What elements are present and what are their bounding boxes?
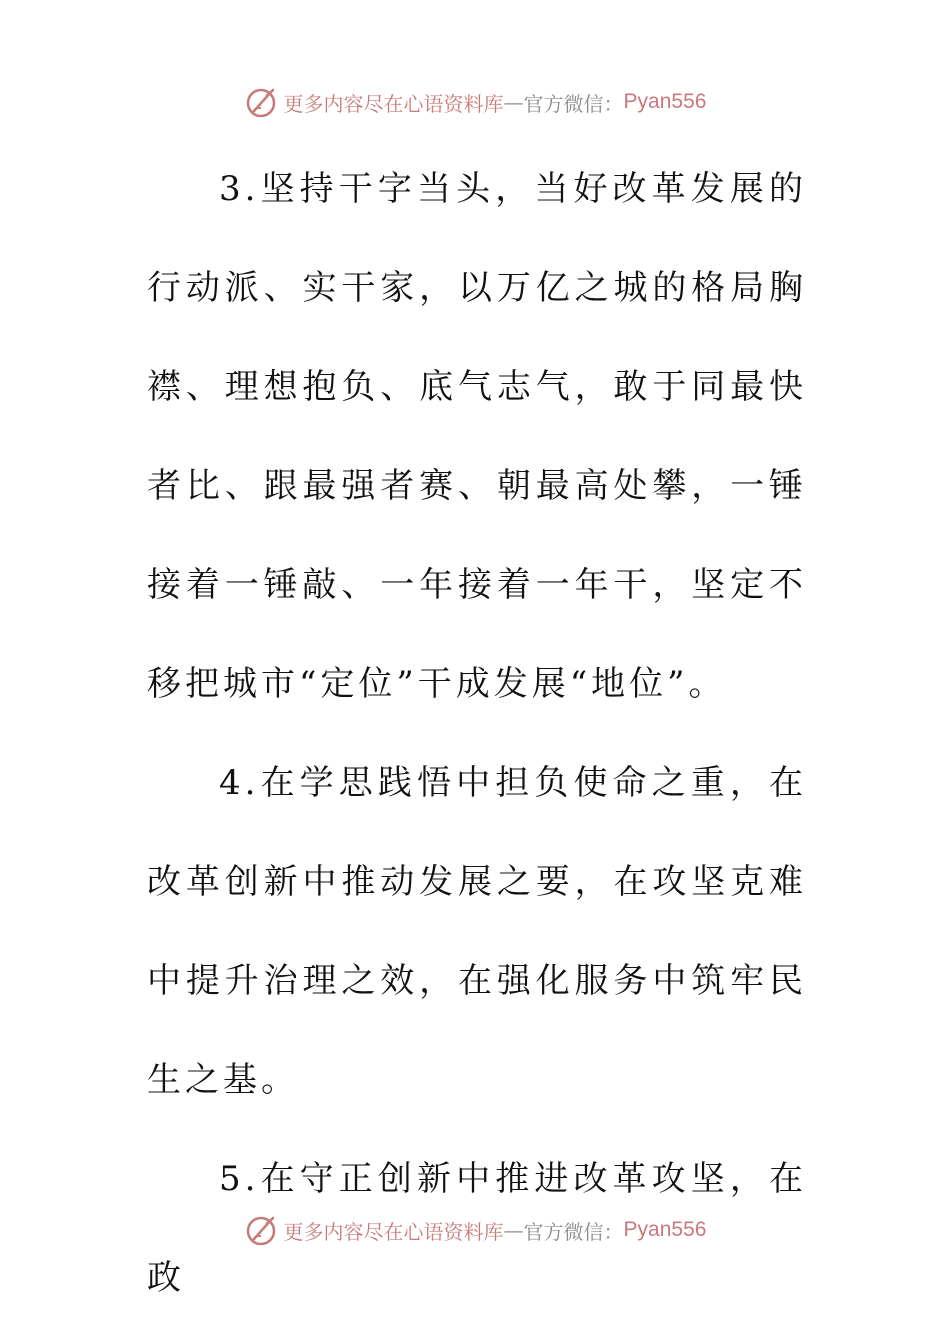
banner-wechat-id: Pyan556 [623,90,707,113]
paragraph-number: 4. [219,763,260,803]
paragraph-3 [147,140,807,734]
footer-banner [0,1210,950,1250]
paragraph-text: 在学思践悟中担负使命之重，在改革创新中推动发展之要，在攻坚克难中提升治理之效，在强化服务中筑牢民生之基。 [147,763,807,1100]
header-banner [0,82,950,122]
banner-wechat-label: 官方微信： [523,1219,624,1244]
document-body [147,140,807,1328]
banner-dash: — [503,90,524,114]
paragraph-text: 在守正创新中推进改革攻坚，在政 [147,1159,807,1298]
banner-dash: — [503,1218,524,1242]
banner-title: 更多内容尽在心语资料库 [283,1219,504,1244]
paragraph-text: 坚持干字当头，当好改革发展的行动派、实干家，以万亿之城的格局胸襟、理想抱负、底气志气，敢于同最快者比、跟最强者赛、朝最高处攀，一锤接着一锤敲、一年接着一年干，坚定不移把城市“定位”干成发展“地位”。 [147,169,807,704]
banner-title: 更多内容尽在心语资料库 [283,91,504,116]
paragraph-number: 3. [219,169,260,209]
paragraph-number: 5. [219,1159,260,1199]
feather-pen-circle-icon [244,1212,280,1248]
banner-wechat-id: Pyan556 [623,1218,707,1241]
banner-wechat-label: 官方微信： [523,91,624,116]
paragraph-4 [147,734,807,1130]
feather-pen-circle-icon [244,84,280,120]
